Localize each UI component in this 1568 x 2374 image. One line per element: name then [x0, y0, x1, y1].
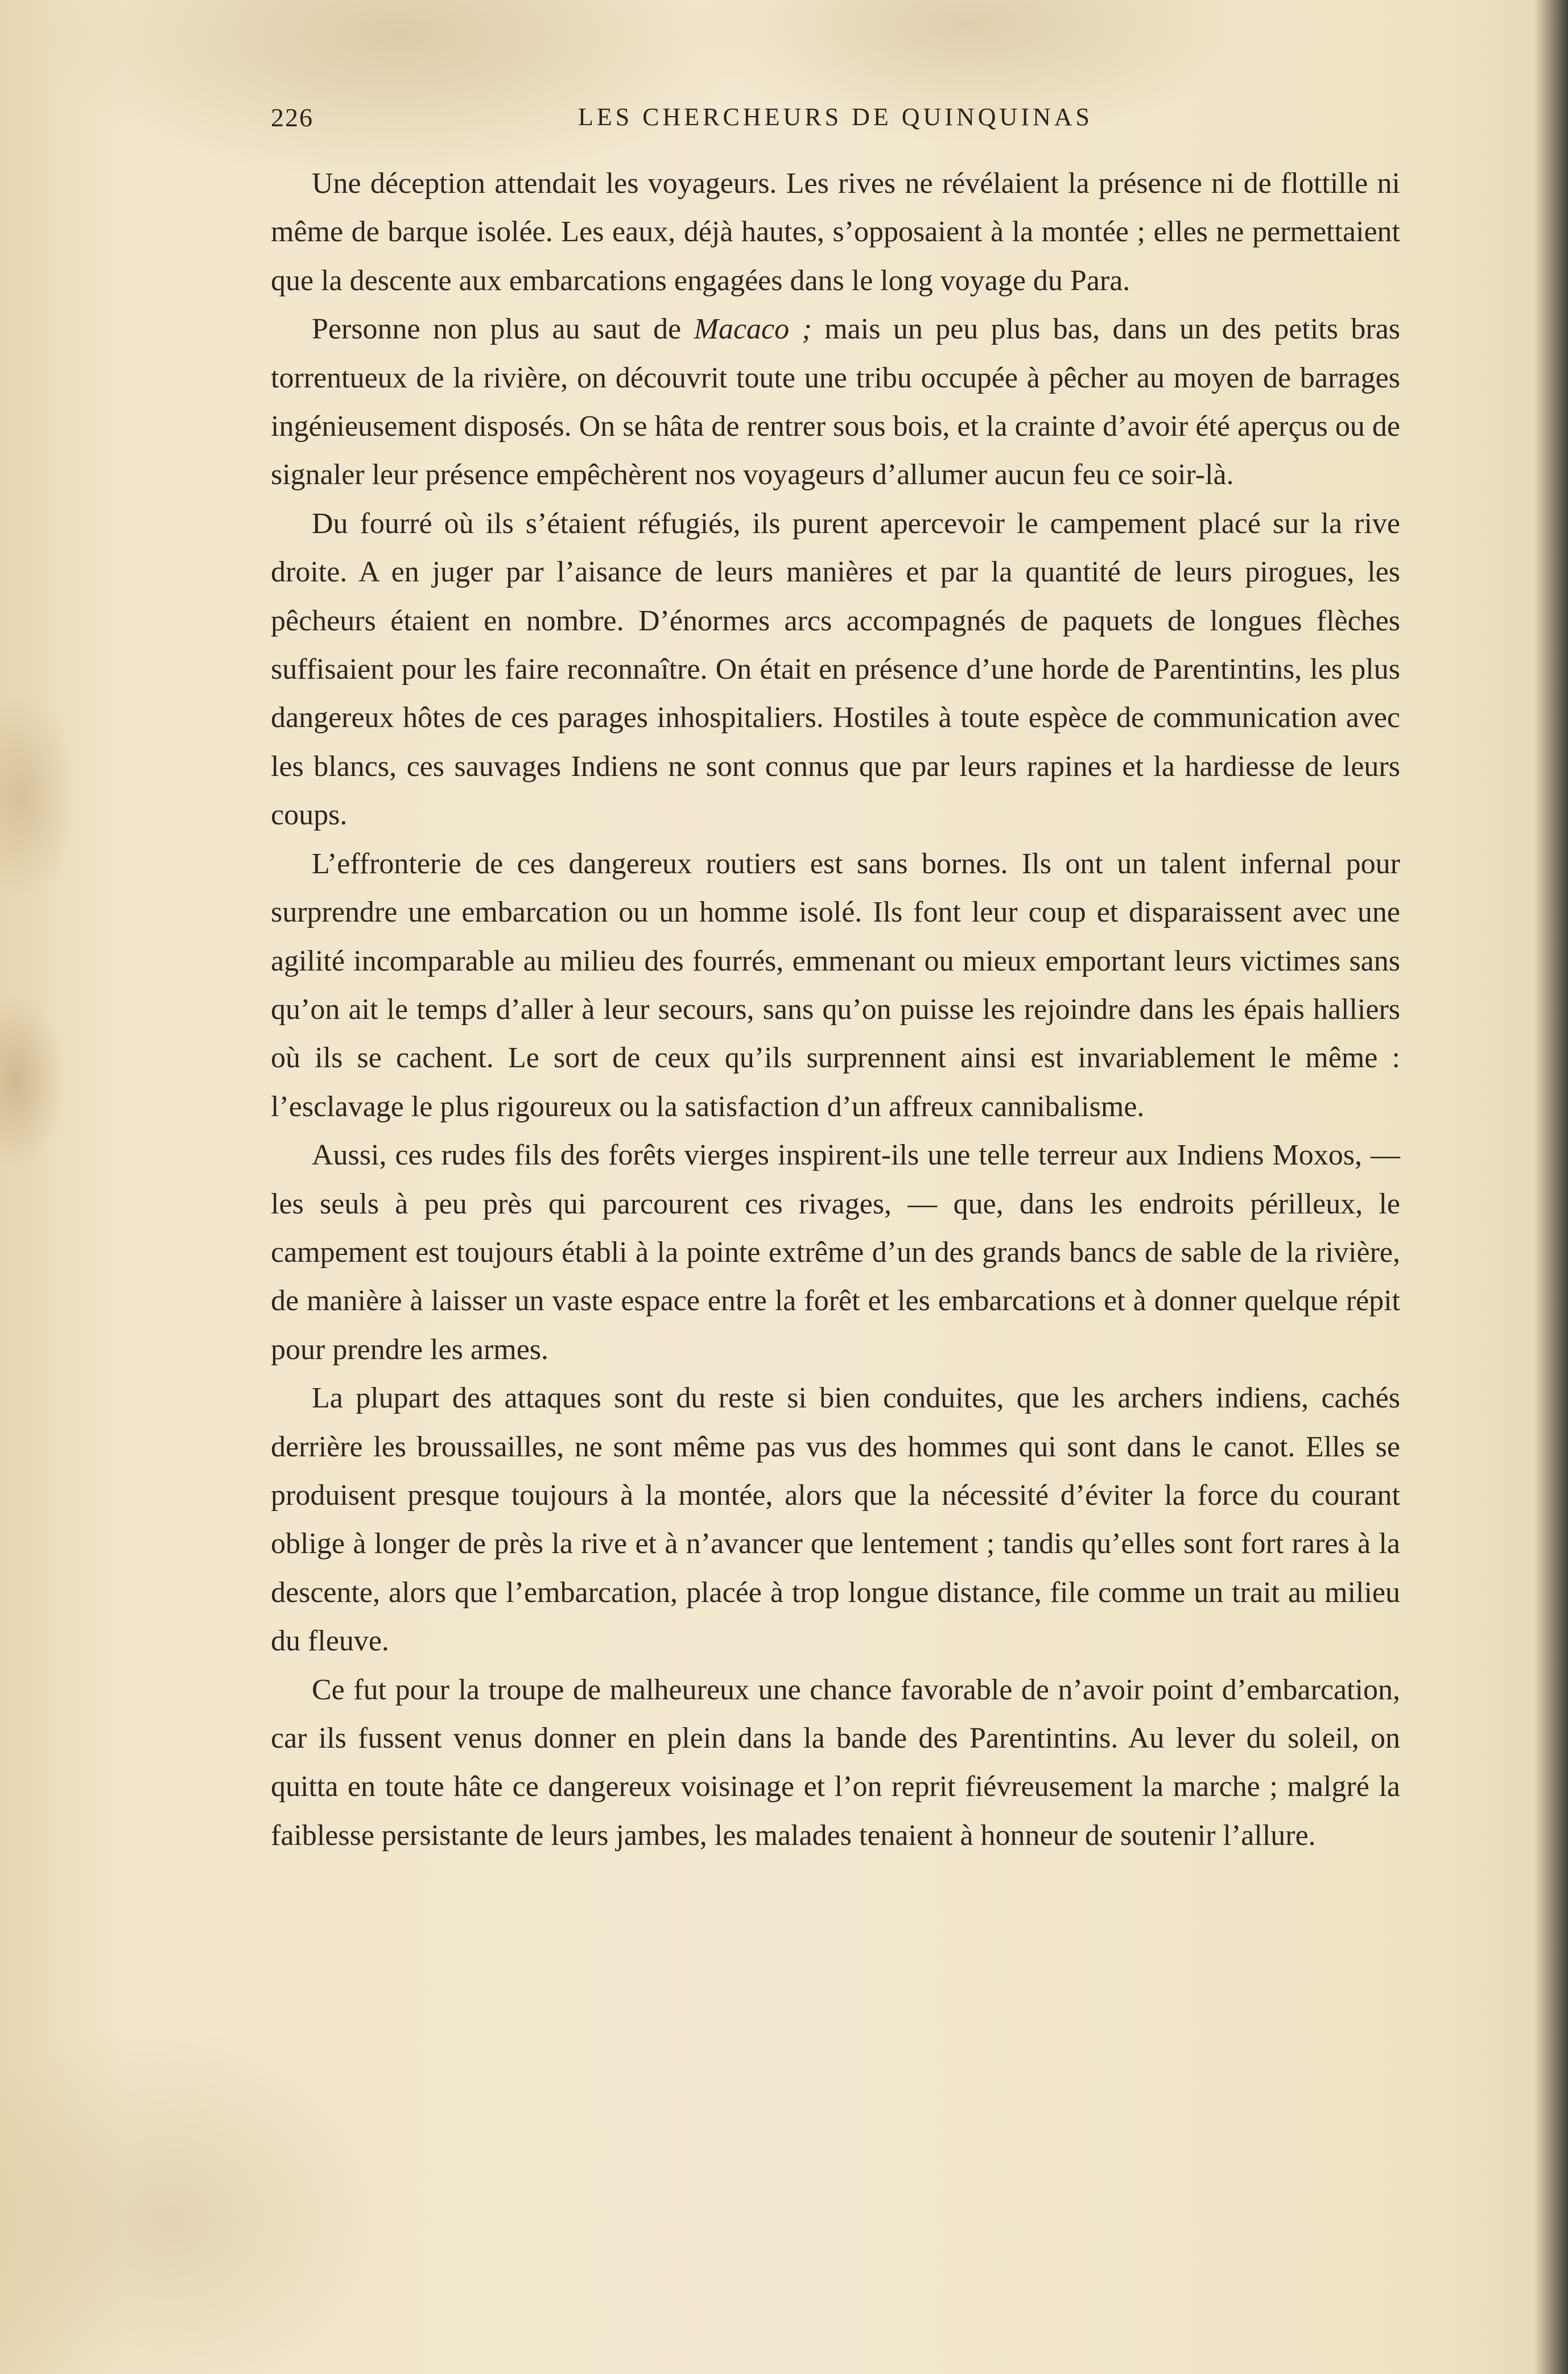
page-edge-shadow: [1534, 0, 1568, 2374]
place-name-italic: Macaco ;: [694, 313, 812, 346]
running-title: LES CHERCHEURS DE QUINQUINAS: [577, 103, 1094, 131]
paragraph: Ce fut pour la troupe de malheureux une chance favorable de n’avoir point d’embarcation, car ils fussent venus donner en plein dans la bande des Parentintins. Au lever du soleil, on quitta en toute hâte ce dangereux voisinage et l’on reprit fiévreusement la marche ; malgré la faiblesse persistante de leurs jambes, les malades tenaient à honneur de soutenir l’allure.: [271, 1673, 1400, 1852]
paragraph: Une déception attendait les voyageurs. Les rives ne révélaient la présence ni de flottille ni même de barque isolée. Les eaux, déjà hautes, s’opposaient à la montée ; elles ne permettaient que la descente aux embarcations engagées dans le long voyage du Para.: [271, 167, 1400, 297]
paragraph: La plupart des attaques sont du reste si bien conduites, que les archers indiens, cachés derrière les broussailles, ne sont même pas vus des hommes qui sont dans le canot. Elles se produisent presque toujours à la montée, alors que la nécessité d’éviter la force du courant oblige à longer de près la rive et à n’avancer que lentement ; tandis qu’elles sont fort rares à la descente, alors que l’embarcation, placée à trop longue distance, file comme un trait au milieu du fleuve.: [271, 1382, 1400, 1658]
paragraph: Du fourré où ils s’étaient réfugiés, ils purent apercevoir le campement placé sur la rive droite. A en juger par l’aisance de leurs manières et par la quantité de leurs pirogues, les pêcheurs étaient en nombre. D’énormes arcs accompagnés de paquets de longues flèches suffisaient pour les faire reconnaître. On était en présence d’une horde de Parentintins, les plus dangereux hôtes de ces parages inhospitaliers. Hostiles à toute espèce de communication avec les blancs, ces sauvages Indiens ne sont connus que par leurs rapines et la hardiesse de leurs coups.: [271, 507, 1400, 832]
paragraph: L’effronterie de ces dangereux routiers est sans bornes. Ils ont un talent infernal pour surprendre une embarcation ou un homme isolé. Ils font leur coup et disparaissent avec une agilité incomparable au milieu des fourrés, emmenant ou mieux emportant leurs victimes sans qu’on ait le temps d’aller à leur secours, sans qu’on puisse les rejoindre dans les épais halliers où ils se cachent. Le sort de ceux qu’ils surprennent ainsi est invariablement le même : l’esclavage le plus rigoureux ou la satisfaction d’un affreux cannibalisme.: [271, 847, 1400, 1123]
page-header: [271, 102, 1400, 148]
page-number: 226: [271, 103, 313, 132]
paragraph: Personne non plus au saut de Macaco ; mais un peu plus bas, dans un des petits bras torrentueux de la rivière, on découvrit toute une tribu occupée à pêcher au moyen de barrages ingénieusement disposés. On se hâta de rentrer sous bois, et la crainte d’avoir été aperçus ou de signaler leur présence empêchèrent nos voyageurs d’allumer aucun feu ce soir-là.: [271, 313, 1401, 492]
paragraph: Aussi, ces rudes fils des forêts vierges inspirent-ils une telle terreur aux Indiens Moxos, — les seuls à peu près qui parcourent ces rivages, — que, dans les endroits périlleux, le campement est toujours établi à la pointe extrême d’un des grands bancs de sable de la rivière, de manière à laisser un vaste espace entre la forêt et les embarcations et à donner quelque répit pour prendre les armes.: [271, 1139, 1400, 1366]
body-text: [271, 159, 1400, 1860]
